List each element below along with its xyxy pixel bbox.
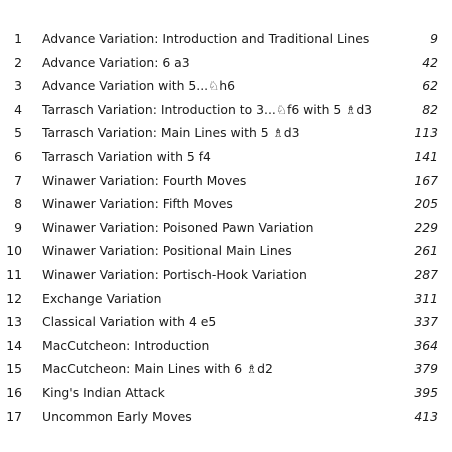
chapter-number: 10 [6, 243, 22, 259]
toc-entry[interactable] [0, 405, 452, 429]
chapter-title: Classical Variation with 4 e5 [42, 314, 217, 330]
chapter-title: Advance Variation with 5...♘h6 [42, 78, 235, 94]
toc-entry[interactable] [0, 192, 452, 216]
chapter-title: Winawer Variation: Fourth Moves [42, 172, 247, 188]
chapter-title: MacCutcheon: Main Lines with 6 ♗d2 [42, 361, 273, 377]
chapter-number: 8 [14, 196, 22, 212]
toc-entry[interactable] [0, 74, 452, 98]
chapter-title: King's Indian Attack [42, 384, 165, 400]
chapter-page: 395 [414, 384, 438, 400]
toc-entry[interactable] [0, 216, 452, 240]
chapter-title: Winawer Variation: Positional Main Lines [42, 243, 292, 259]
chapter-title: Tarrasch Variation with 5 f4 [42, 148, 211, 164]
chapter-page: 82 [422, 101, 438, 117]
chapter-title: Winawer Variation: Poisoned Pawn Variation [42, 219, 314, 235]
toc-entry[interactable] [0, 27, 452, 51]
chapter-page: 9 [430, 31, 438, 46]
toc-entry[interactable] [0, 287, 452, 311]
chapter-number: 3 [14, 78, 22, 94]
toc-entry[interactable] [0, 334, 452, 358]
chapter-page: 42 [422, 54, 438, 70]
chapter-title: Advance Variation: 6 a3 [42, 54, 190, 70]
chapter-page: 379 [414, 361, 438, 377]
toc-entry[interactable] [0, 357, 452, 381]
chapter-number: 1 [14, 31, 22, 46]
chapter-title: Tarrasch Variation: Introduction to 3...♘f6 with 5 ♗d3 [42, 101, 373, 117]
chapter-page: 364 [414, 337, 438, 353]
chapter-title: Winawer Variation: Fifth Moves [42, 196, 233, 212]
chapter-page: 167 [414, 172, 438, 188]
toc-entry[interactable] [0, 98, 452, 122]
table-of-contents [0, 27, 452, 428]
chapter-title: Uncommon Early Moves [42, 408, 192, 424]
chapter-number: 12 [6, 290, 22, 306]
chapter-number: 7 [14, 172, 22, 188]
toc-entry[interactable] [0, 51, 452, 75]
toc-entry[interactable] [0, 263, 452, 287]
chapter-title: Tarrasch Variation: Main Lines with 5 ♗d3 [42, 125, 300, 141]
chapter-page: 337 [414, 314, 438, 330]
toc-entry[interactable] [0, 310, 452, 334]
chapter-page: 113 [414, 125, 438, 141]
toc-entry[interactable] [0, 381, 452, 405]
chapter-number: 14 [6, 337, 22, 353]
chapter-number: 11 [6, 266, 22, 282]
chapter-page: 413 [414, 408, 438, 424]
chapter-title: Exchange Variation [42, 290, 162, 306]
toc-entry[interactable] [0, 239, 452, 263]
chapter-number: 17 [6, 408, 22, 424]
chapter-title: Advance Variation: Introduction and Traditional Lines [42, 31, 370, 46]
chapter-title: MacCutcheon: Introduction [42, 337, 210, 353]
chapter-page: 287 [414, 266, 438, 282]
chapter-title: Winawer Variation: Portisch-Hook Variation [42, 266, 307, 282]
chapter-number: 2 [14, 54, 22, 70]
toc-entry[interactable] [0, 145, 452, 169]
toc-entry[interactable] [0, 121, 452, 145]
chapter-page: 311 [414, 290, 438, 306]
chapter-page: 62 [422, 78, 438, 94]
chapter-number: 4 [14, 101, 22, 117]
chapter-number: 13 [6, 314, 22, 330]
chapter-page: 229 [414, 219, 438, 235]
chapter-number: 9 [14, 219, 22, 235]
chapter-number: 6 [14, 148, 22, 164]
chapter-number: 15 [6, 361, 22, 377]
chapter-page: 261 [414, 243, 438, 259]
chapter-number: 5 [14, 125, 22, 141]
chapter-page: 141 [414, 148, 438, 164]
toc-entry[interactable] [0, 169, 452, 193]
chapter-page: 205 [414, 196, 438, 212]
chapter-number: 16 [6, 384, 22, 400]
